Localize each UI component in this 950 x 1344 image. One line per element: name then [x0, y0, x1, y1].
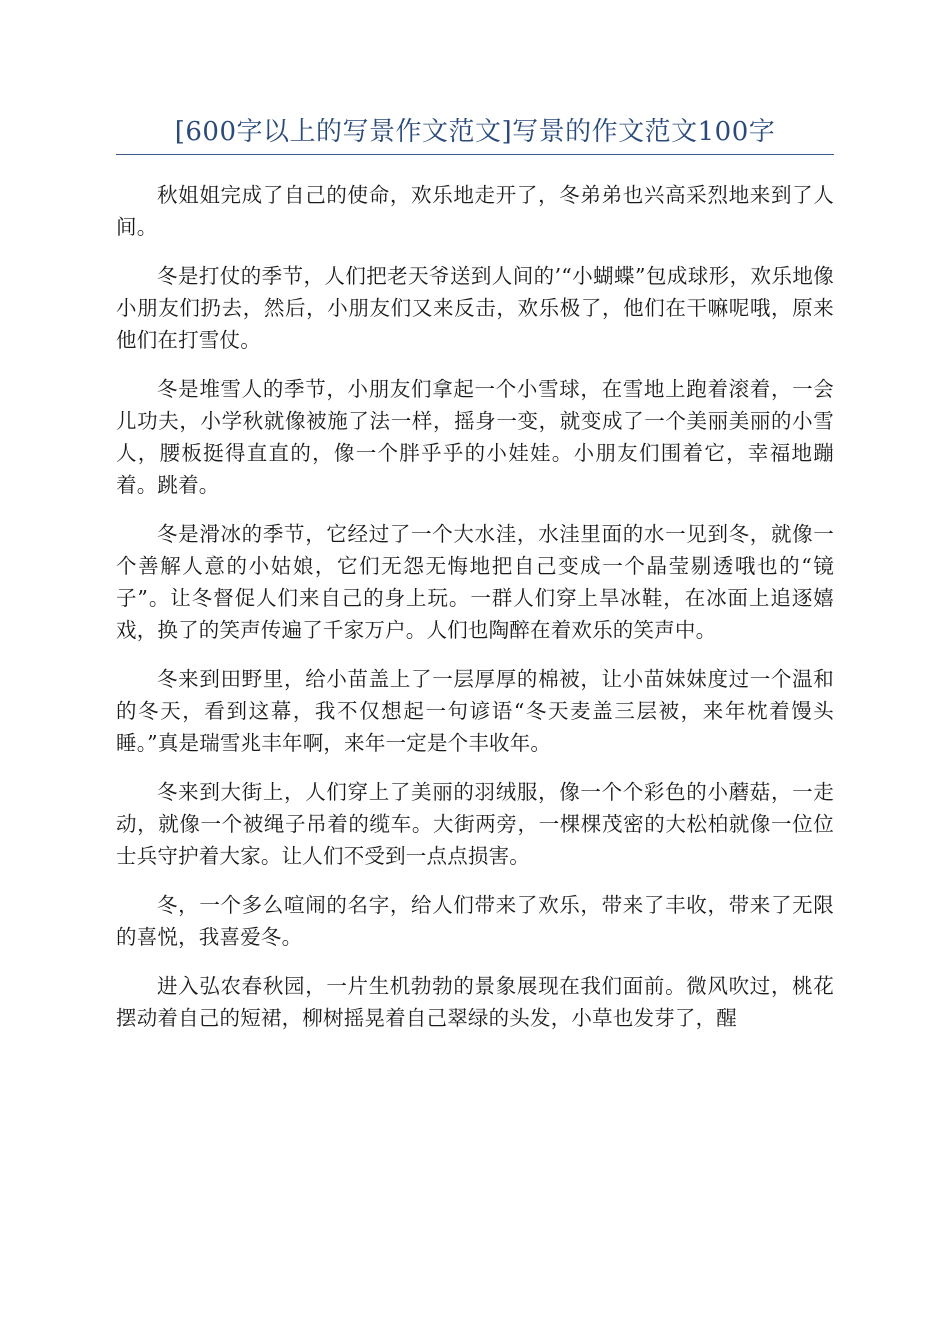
paragraph-2: 冬是打仗的季节，人们把老天爷送到人间的’“小蝴蝶”包成球形，欢乐地像小朋友们扔去，然后，小朋友们又来反击，欢乐极了，他们在干嘛呢哦，原来他们在打雪仗。 — [116, 264, 834, 352]
document-body — [116, 179, 834, 1034]
paragraph-5: 冬来到田野里，给小苗盖上了一层厚厚的棉被，让小苗妹妹度过一个温和的冬天，看到这幕，我不仅想起一句谚语“冬天麦盖三层被，来年枕着馒头睡。”真是瑞雪兆丰年啊，来年一定是个丰收年。 — [116, 667, 834, 755]
paragraph-1: 秋姐姐完成了自己的使命，欢乐地走开了，冬弟弟也兴高采烈地来到了人间。 — [116, 183, 834, 239]
document-title: [600字以上的写景作文范文]写景的作文范文100字 — [174, 117, 776, 147]
paragraph-3: 冬是堆雪人的季节，小朋友们拿起一个小雪球，在雪地上跑着滚着，一会儿功夫，小学秋就像被施了法一样，摇身一变，就变成了一个美丽美丽的小雪人，腰板挺得直直的，像一个胖乎乎的小娃娃。小朋友们围着它，幸福地蹦着。跳着。 — [116, 377, 834, 497]
paragraph-7: 冬，一个多么喧闹的名字，给人们带来了欢乐，带来了丰收，带来了无限的喜悦，我喜爱冬。 — [116, 893, 834, 949]
title-underline — [116, 154, 834, 155]
paragraph-4: 冬是滑冰的季节，它经过了一个大水洼，水洼里面的水一见到冬，就像一个善解人意的小姑娘，它们无怨无悔地把自己变成一个晶莹剔透哦也的“镜子”。让冬督促人们来自己的身上玩。一群人们穿上旱冰鞋，在冰面上追逐嬉戏，换了的笑声传遍了千家万户。人们也陶醉在着欢乐的笑声中。 — [116, 522, 834, 642]
paragraph-6: 冬来到大街上，人们穿上了美丽的羽绒服，像一个个彩色的小蘑菇，一走动，就像一个被绳子吊着的缆车。大街两旁，一棵棵茂密的大松柏就像一位位士兵守护着大家。让人们不受到一点点损害。 — [116, 780, 834, 868]
document-page — [116, 112, 834, 1051]
paragraph-8: 进入弘农春秋园，一片生机勃勃的景象展现在我们面前。微风吹过，桃花摆动着自己的短裙，柳树摇晃着自己翠绿的头发，小草也发芽了，醒 — [116, 974, 834, 1030]
